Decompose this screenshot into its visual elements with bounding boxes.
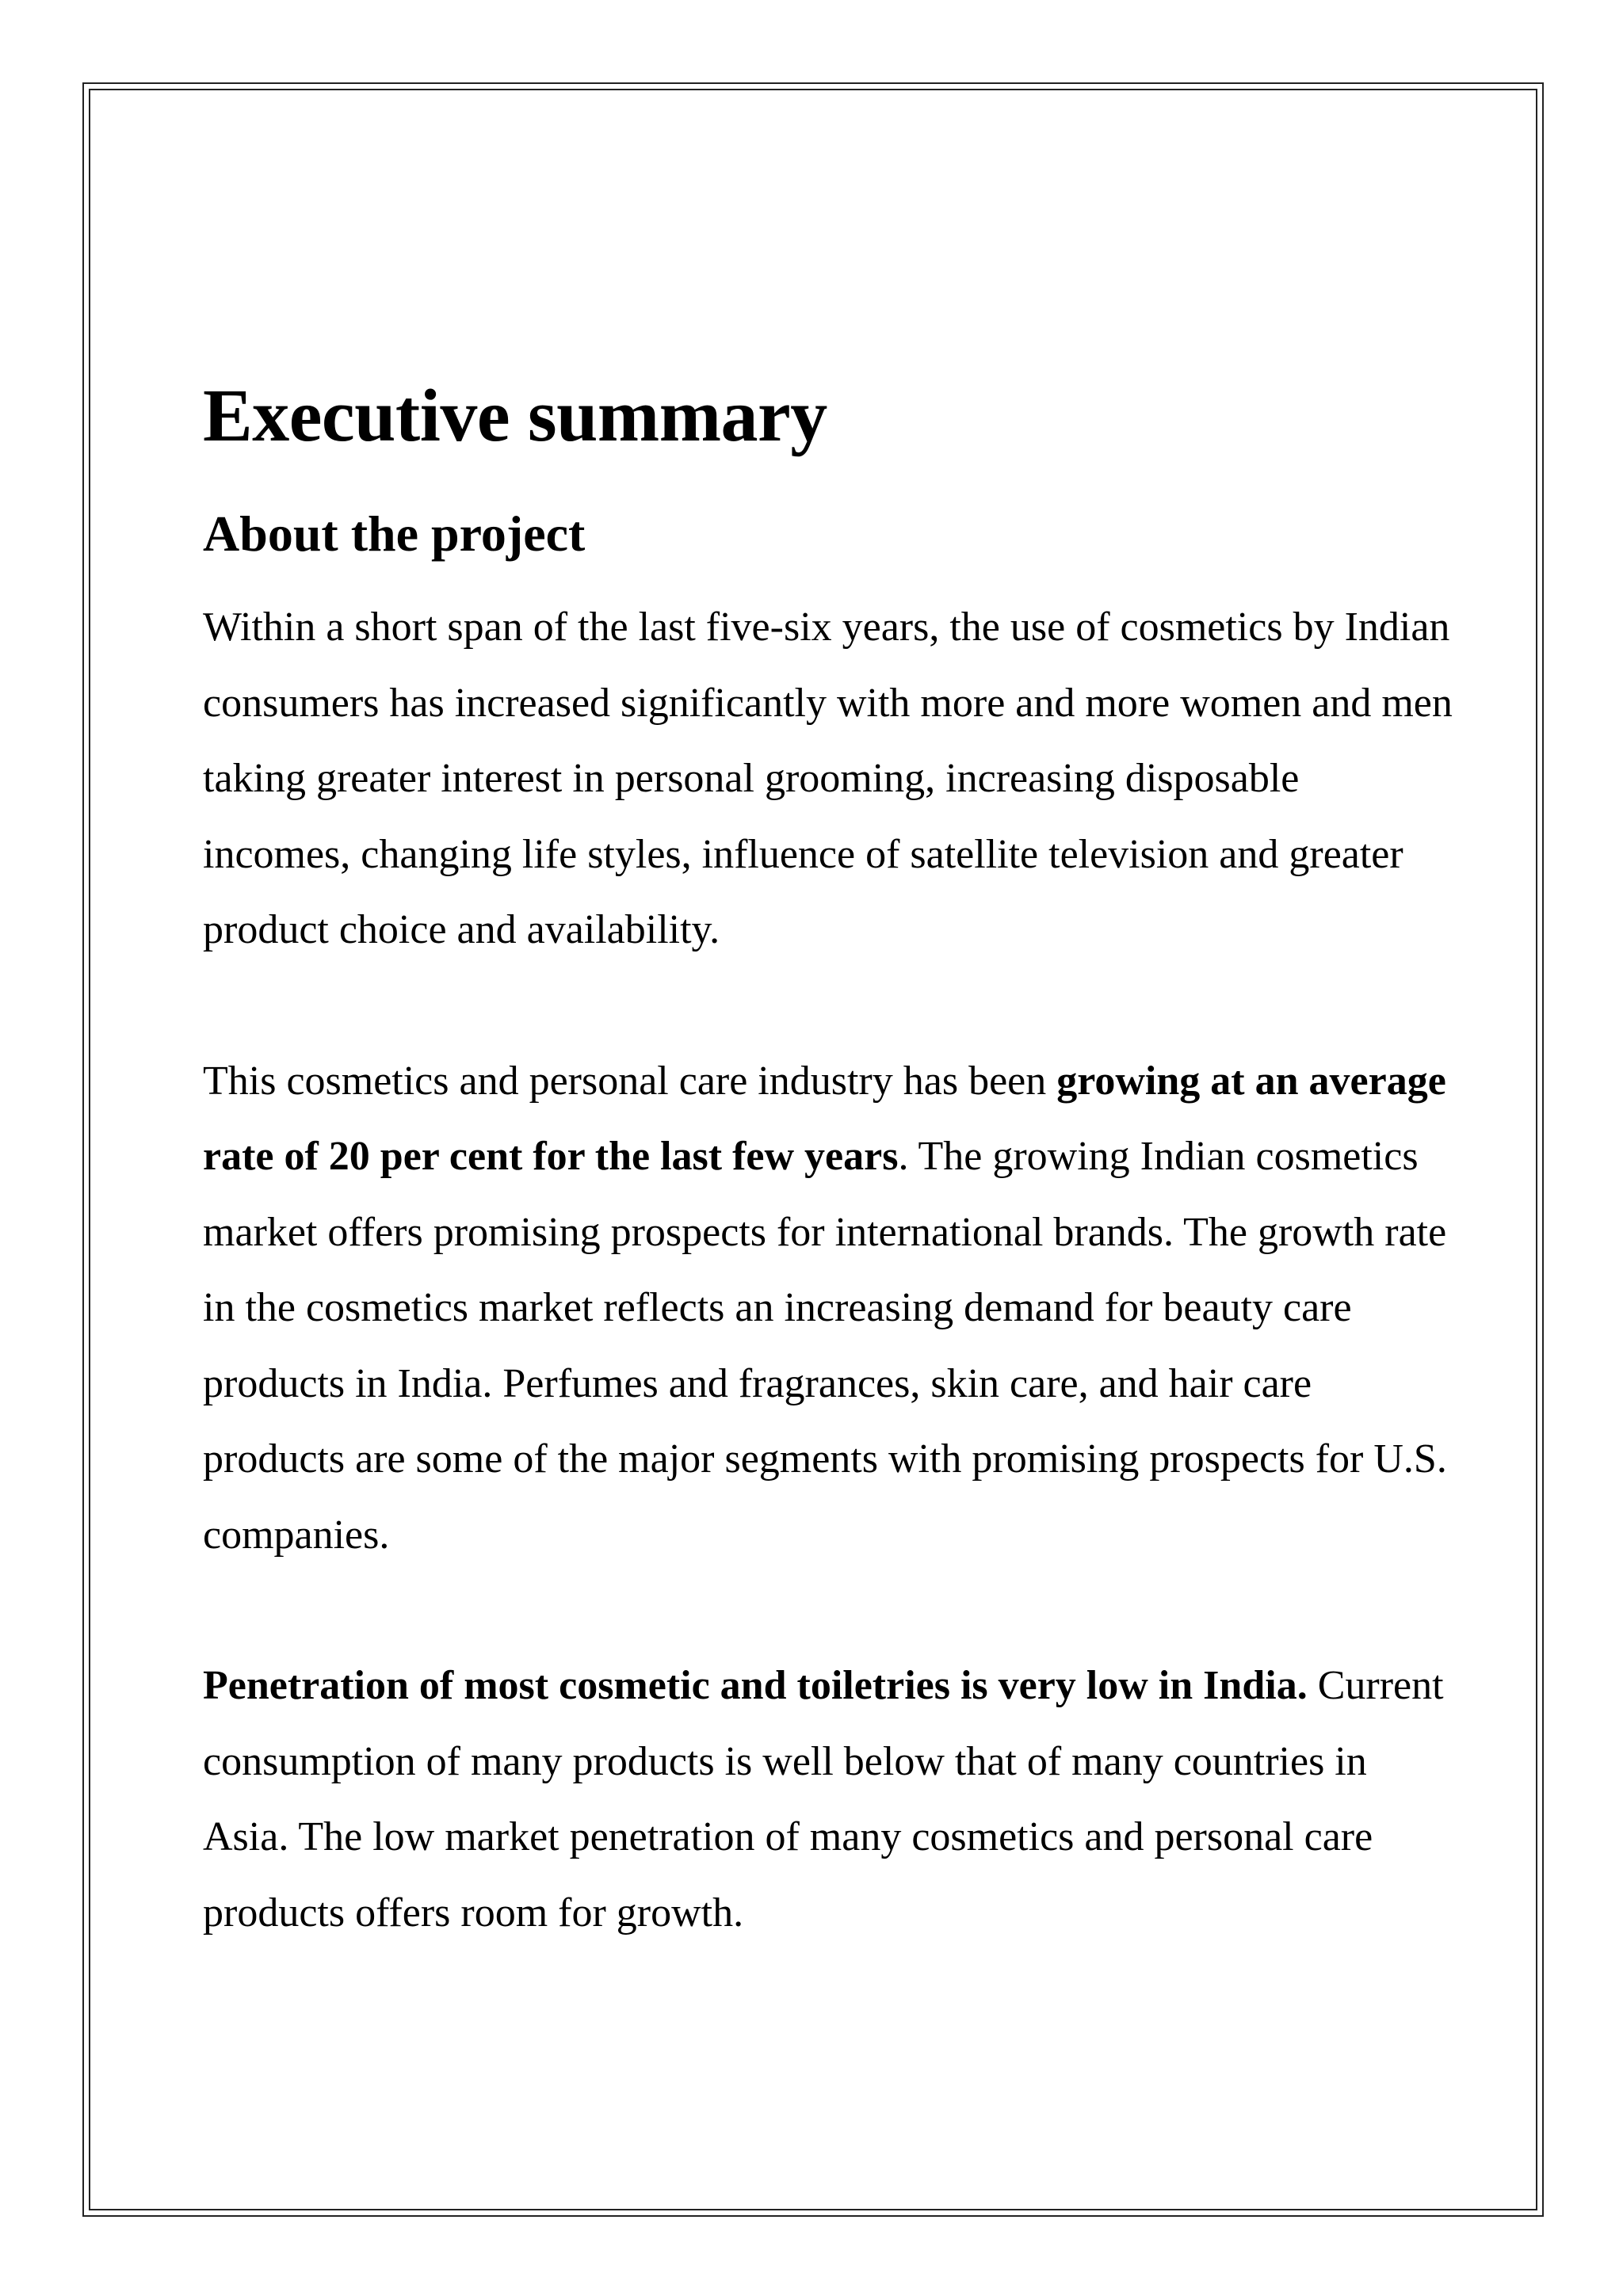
section-heading: About the project <box>203 505 586 562</box>
paragraph-3 <box>203 1648 1455 1951</box>
paragraph-2-emphasis: growing at an average rate of 20 per cent for the last few years <box>203 1058 1446 1179</box>
page-title: Executive summary <box>203 375 827 457</box>
paragraph-2 <box>203 1043 1455 1573</box>
paragraph-1: Within a short span of the last five-six years, the use of cosmetics by Indian consumers has increased significantly with more and more women and men taking greater interest in personal grooming, increasing disposable incomes, changing life styles, influence of satellite television and greater product choice and availability. <box>203 605 1453 952</box>
paragraph-2-rest: . The growing Indian cosmetics market offers promising prospects for international brands. The growth rate in the cosmetics market reflects an increasing demand for beauty care products in India. Perfumes and fragrances, skin care, and hair care products are some of the major segments with promising prospects for U.S. companies. <box>203 1134 1447 1558</box>
paragraph-3-emphasis: Penetration of most cosmetic and toiletries is very low in India. <box>203 1663 1308 1708</box>
paragraph-2-lead: This cosmetics and personal care industry has been <box>203 1058 1057 1104</box>
paragraph-3-rest: Current consumption of many products is well below that of many countries in Asia. The low market penetration of many cosmetics and personal care products offers room for growth. <box>203 1663 1444 1936</box>
document-body <box>203 372 1455 1951</box>
